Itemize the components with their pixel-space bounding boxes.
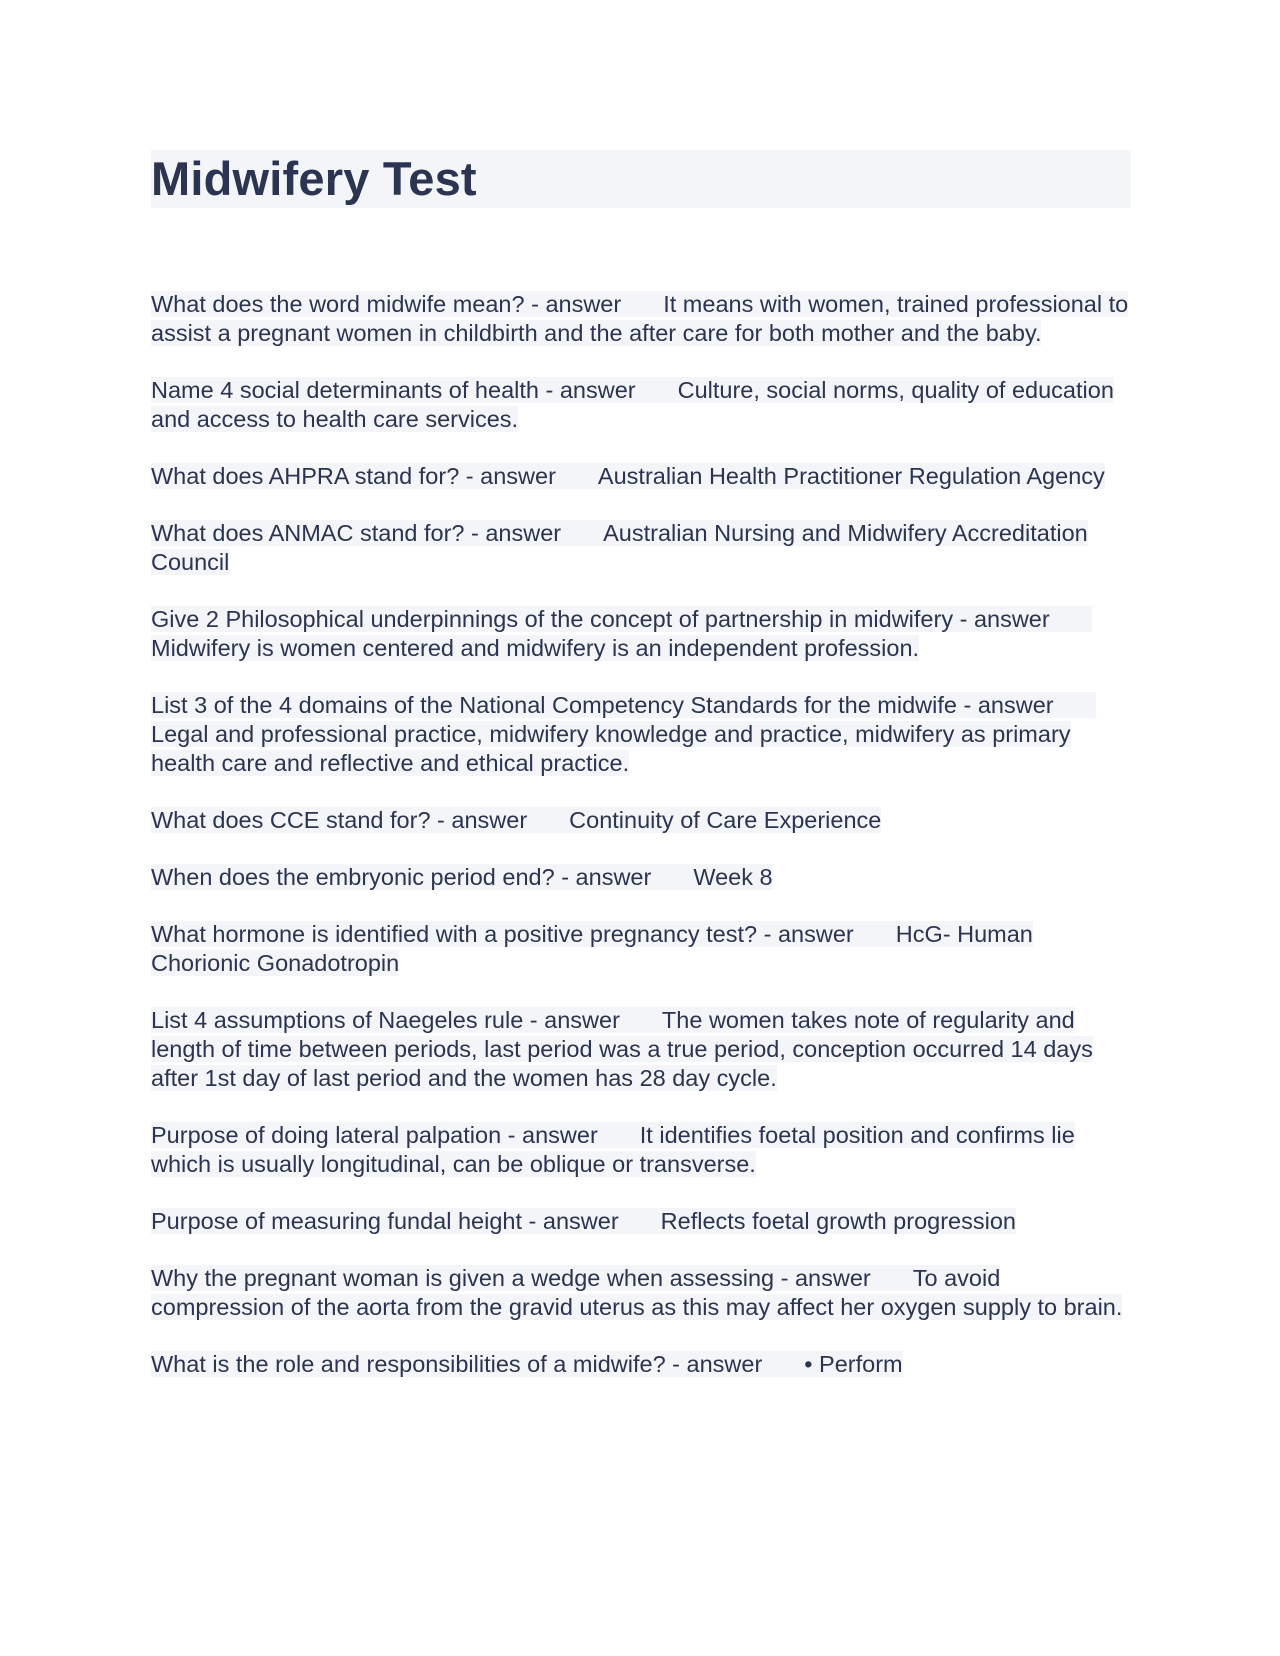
question-text: What does CCE stand for? - answer	[151, 807, 528, 833]
qa-text	[151, 1351, 903, 1377]
question-text: Purpose of measuring fundal height - answer	[151, 1208, 619, 1234]
answer-text: Midwifery is women centered and midwifery is an independent profession.	[151, 635, 920, 661]
answer-text: It means with women, trained professional to assist a pregnant women in childbirth and the after care for both mother and the baby.	[151, 291, 1129, 346]
answer-text: The women takes note of regularity and length of time between periods, last period was a true period, conception occurred 14 days after 1st day of last period and the women has 28 day cycle.	[151, 1007, 1093, 1091]
question-text: What hormone is identified with a positive pregnancy test? - answer	[151, 921, 854, 947]
qa-text	[151, 864, 773, 890]
qa-item	[151, 691, 1131, 778]
qa-list	[151, 290, 1131, 1379]
qa-item	[151, 1350, 1131, 1379]
answer-text: Reflects foetal growth progression	[660, 1208, 1016, 1234]
question-text: List 3 of the 4 domains of the National Competency Standards for the midwife - answer	[151, 692, 1054, 718]
answer-text: Australian Nursing and Midwifery Accreditation Council	[151, 520, 1088, 575]
question-text: When does the embryonic period end? - answer	[151, 864, 652, 890]
answer-text: Continuity of Care Experience	[569, 807, 882, 833]
qa-text	[151, 291, 1128, 346]
answer-text: • Perform	[804, 1351, 903, 1377]
qa-text	[151, 921, 1033, 976]
qa-text	[151, 520, 1088, 575]
qa-item	[151, 1121, 1131, 1179]
qa-item	[151, 1264, 1131, 1322]
answer-text: Culture, social norms, quality of education and access to health care services.	[151, 377, 1114, 432]
question-text: Purpose of doing lateral palpation - answer	[151, 1122, 598, 1148]
qa-item	[151, 920, 1131, 978]
qa-item	[151, 605, 1131, 663]
answer-text: HcG- Human Chorionic Gonadotropin	[151, 921, 1033, 976]
qa-text	[151, 1007, 1093, 1091]
qa-text	[151, 377, 1114, 432]
qa-text	[151, 463, 1105, 489]
qa-item	[151, 462, 1131, 491]
question-text: Why the pregnant woman is given a wedge when assessing - answer	[151, 1265, 871, 1291]
question-text: What does the word midwife mean? - answer	[151, 291, 622, 317]
answer-text: It identifies foetal position and confirms lie which is usually longitudinal, can be oblique or transverse.	[151, 1122, 1075, 1177]
answer-text: Legal and professional practice, midwifery knowledge and practice, midwifery as primary health care and reflective and ethical practice.	[151, 721, 1071, 776]
title-block	[151, 150, 1131, 208]
qa-item	[151, 863, 1131, 892]
qa-item	[151, 519, 1131, 577]
qa-text	[151, 1122, 1075, 1177]
document-page	[151, 150, 1131, 1407]
qa-text	[151, 606, 1092, 661]
qa-item	[151, 1006, 1131, 1093]
qa-text	[151, 692, 1096, 776]
question-text: What does AHPRA stand for? - answer	[151, 463, 556, 489]
answer-text: Australian Health Practitioner Regulation Agency	[597, 463, 1105, 489]
page-title: Midwifery Test	[151, 152, 477, 205]
question-text: What does ANMAC stand for? - answer	[151, 520, 562, 546]
answer-text: Week 8	[693, 864, 773, 890]
qa-item	[151, 1207, 1131, 1236]
qa-item	[151, 376, 1131, 434]
question-text: What is the role and responsibilities of a midwife? - answer	[151, 1351, 763, 1377]
qa-text	[151, 1265, 1122, 1320]
qa-text	[151, 1208, 1016, 1234]
qa-item	[151, 290, 1131, 348]
qa-text	[151, 807, 881, 833]
qa-item	[151, 806, 1131, 835]
question-text: List 4 assumptions of Naegeles rule - answer	[151, 1007, 620, 1033]
answer-text: To avoid compression of the aorta from the gravid uterus as this may affect her oxygen supply to brain.	[151, 1265, 1123, 1320]
question-text: Give 2 Philosophical underpinnings of the concept of partnership in midwifery - answer	[151, 606, 1050, 632]
question-text: Name 4 social determinants of health - answer	[151, 377, 636, 403]
